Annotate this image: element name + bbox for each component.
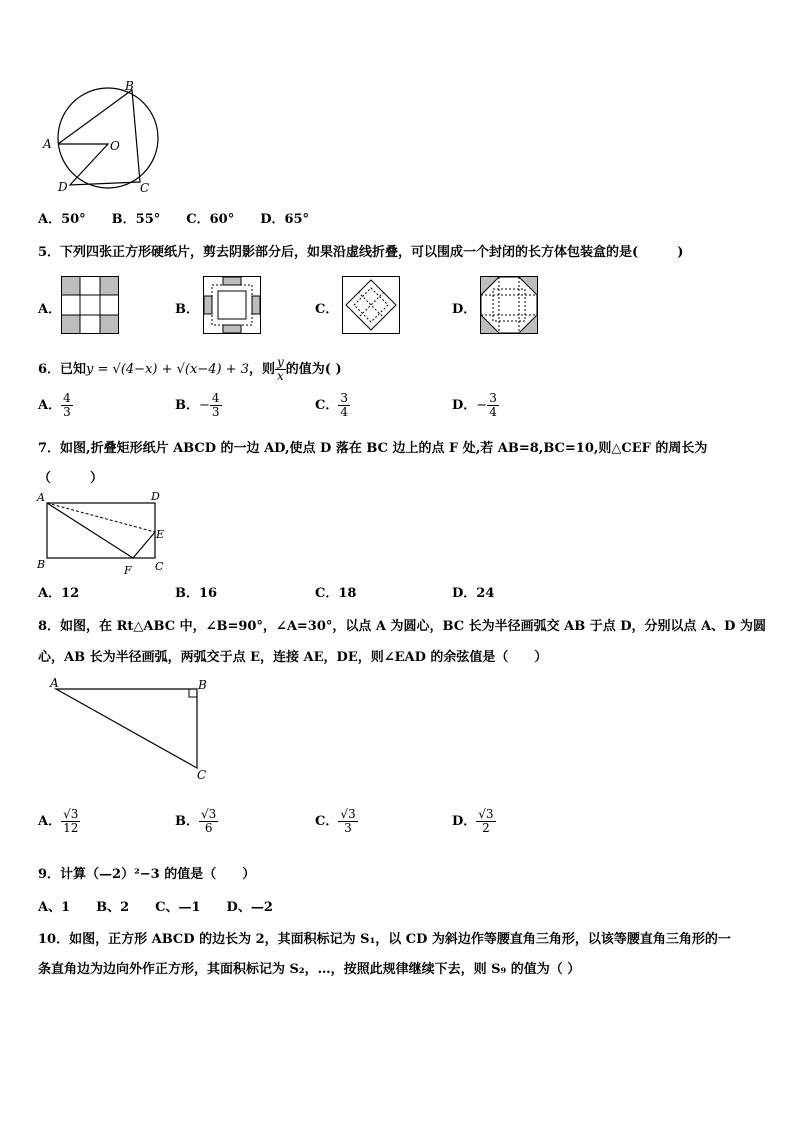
q9-stem: 9．计算（—2）²−3 的值是（ ） <box>38 867 256 882</box>
q4-label-b: B <box>125 79 134 93</box>
q9-options: A、1 B、2 C、—1 D、—2 <box>38 900 273 915</box>
q6-option-d-sign: − <box>476 398 488 413</box>
q8-label-a: A <box>50 676 59 690</box>
q6-option-c-frac <box>338 392 350 419</box>
q8-option-a-den: 12 <box>63 821 79 835</box>
q6-option-b-frac <box>210 392 222 419</box>
q5-option-a-figure <box>61 276 119 334</box>
q4-label-o: O <box>110 139 120 153</box>
q6-option-a-den: 3 <box>63 405 71 419</box>
q6-option-a <box>38 392 73 419</box>
q6-option-c-num: 3 <box>340 391 348 405</box>
q7-label-f: F <box>124 564 132 577</box>
q6-option-d-label: D． <box>452 398 477 413</box>
q6-option-d-den: 4 <box>489 405 497 419</box>
q8-option-b-frac <box>199 808 218 835</box>
q4-options: A．50° B．55° C．60° D．65° <box>38 212 310 227</box>
q7-option-d: D．24 <box>452 586 495 601</box>
q5-option-b-figure <box>203 276 261 334</box>
q8-option-c <box>315 808 358 835</box>
q8-stem-2: 心，AB 长为半径画弧，两弧交于点 E，连接 AE，DE，则∠EAD 的余弦值是（ ） <box>38 650 548 665</box>
q7-label-c: C <box>155 560 164 573</box>
q7-label-e: E <box>156 528 165 541</box>
q8-option-c-num: √3 <box>340 807 356 821</box>
q7-label-a: A <box>37 491 45 504</box>
q6-option-c-label: C． <box>315 398 339 413</box>
q6-option-b-label: B． <box>175 398 199 413</box>
q6-option-b-num: 4 <box>211 391 220 405</box>
q6-formula: y = √(4−x) + √(x−4) + 3 <box>86 362 249 377</box>
q4-label-a: A <box>43 137 52 151</box>
q4-circle-figure <box>36 78 166 198</box>
q6-stem <box>38 356 342 383</box>
q7-option-a: A．12 <box>38 586 80 601</box>
q4-label-d: D <box>58 180 68 194</box>
q8-stem: 8．如图，在 Rt△ABC 中，∠B=90°，∠A=30°，以点 A 为圆心，BC 长为半径画弧交 AB 于点 D，分别以点 A、D 为圆 <box>38 619 766 634</box>
q8-option-d-num: √3 <box>478 807 494 821</box>
q8-option-b-num: √3 <box>201 807 217 821</box>
q7-label-d: D <box>151 490 160 503</box>
q5-option-d-label: D． <box>452 302 477 317</box>
q5-option-c-label: C． <box>315 302 339 317</box>
q8-option-d-den: 2 <box>482 821 490 835</box>
q6-option-d-frac <box>487 392 499 419</box>
q8-option-b-den: 6 <box>204 821 213 835</box>
q6-option-b <box>175 392 222 419</box>
q7-stem: 7．如图,折叠矩形纸片 ABCD 的一边 AD,使点 D 落在 BC 边上的点 F 处,若 AB=8,BC=10,则△CEF 的周长为 <box>38 441 708 456</box>
q5-stem: 5．下列四张正方形硬纸片，剪去阴影部分后，如果沿虚线折叠，可以围成一个封闭的长方体包装盒的是( ) <box>38 245 684 260</box>
q6-option-d-num: 3 <box>489 391 497 405</box>
q6-option-c-den: 4 <box>340 405 348 419</box>
q6-ratio-num: y <box>277 355 284 369</box>
q8-option-a-label: A． <box>38 814 62 829</box>
q5-option-d-figure <box>480 276 538 334</box>
q7-stem-2: （ ） <box>38 471 104 486</box>
q6-option-b-den: 3 <box>211 405 220 419</box>
q7-rectangle-figure <box>36 488 171 578</box>
q7-label-b: B <box>37 558 46 571</box>
q8-label-b: B <box>198 678 207 692</box>
q6-ratio <box>275 356 286 383</box>
q6-stem-prefix: 6．已知 <box>38 362 87 377</box>
q8-label-c: C <box>197 768 207 782</box>
q6-ratio-den: x <box>277 369 284 383</box>
q8-option-a-num: √3 <box>63 807 79 821</box>
q8-option-d-label: D． <box>452 814 477 829</box>
q6-option-d <box>452 392 499 419</box>
q5-option-a-label: A． <box>38 302 62 317</box>
q8-option-a <box>38 808 80 835</box>
q4-label-c: C <box>140 181 150 195</box>
q8-option-c-label: C． <box>315 814 339 829</box>
q6-option-a-frac <box>61 392 73 419</box>
q6-option-b-sign: − <box>199 398 210 413</box>
q8-option-c-den: 3 <box>344 821 352 835</box>
q8-triangle-figure <box>44 675 219 785</box>
q10-stem-2: 条直角边为边向外作正方形，其面积标记为 S₂，…，按照此规律继续下去，则 S₉ 的值为（ ） <box>38 962 581 977</box>
q8-option-a-frac <box>61 808 80 835</box>
q7-option-c: C．18 <box>315 586 357 601</box>
q6-option-c <box>315 392 350 419</box>
q8-option-b-label: B． <box>175 814 199 829</box>
q8-option-d <box>452 808 496 835</box>
q8-option-c-frac <box>338 808 357 835</box>
q6-stem-mid: ，则 <box>248 362 275 377</box>
q5-option-b-label: B． <box>175 302 199 317</box>
q8-option-b <box>175 808 218 835</box>
q10-stem: 10．如图，正方形 ABCD 的边长为 2，其面积标记为 S₁，以 CD 为斜边作等腰直角三角形，以该等腰直角三角形的一 <box>38 932 731 947</box>
q5-option-c-figure <box>342 276 400 334</box>
q8-option-d-frac <box>476 808 495 835</box>
q6-option-a-label: A． <box>38 398 62 413</box>
q7-option-b: B．16 <box>175 586 218 601</box>
q6-stem-suffix: 的值为( ) <box>285 362 342 377</box>
q6-option-a-num: 4 <box>63 391 71 405</box>
